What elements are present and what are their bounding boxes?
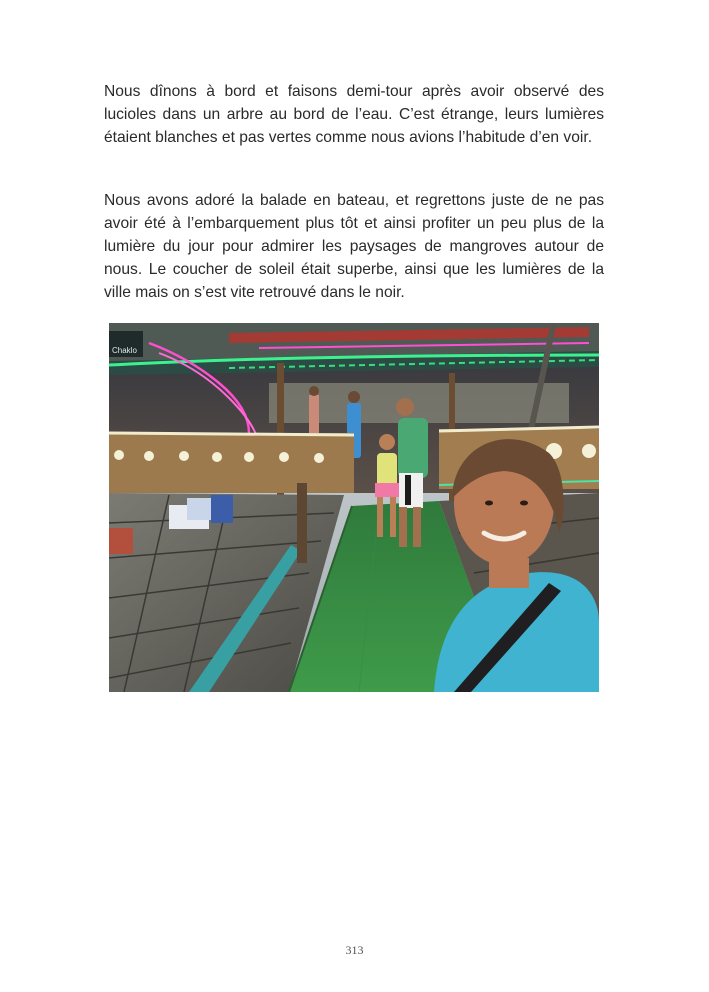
boat-selfie-photo bbox=[109, 323, 599, 692]
paragraph-2: Nous avons adoré la balade en bateau, et regrettons juste de ne pas avoir été à l’embarquement plus tôt et ainsi profiter un peu plus de la lumière du jour pour admirer les paysages de mangroves autour de nous. Le coucher de soleil était superbe, ainsi que les lumières de la ville mais on s’est vite retrouvé dans le noir. bbox=[104, 192, 604, 301]
paragraph-1: Nous dînons à bord et faisons demi-tour après avoir observé des lucioles dans un arbre au bord de l’eau. C’est étrange, leurs lumières étaient blanches et pas vertes comme nous avions l’habitude d’en voir. bbox=[104, 83, 604, 146]
page-number: 313 bbox=[345, 943, 364, 957]
sign-text: Chaklo bbox=[112, 346, 137, 355]
